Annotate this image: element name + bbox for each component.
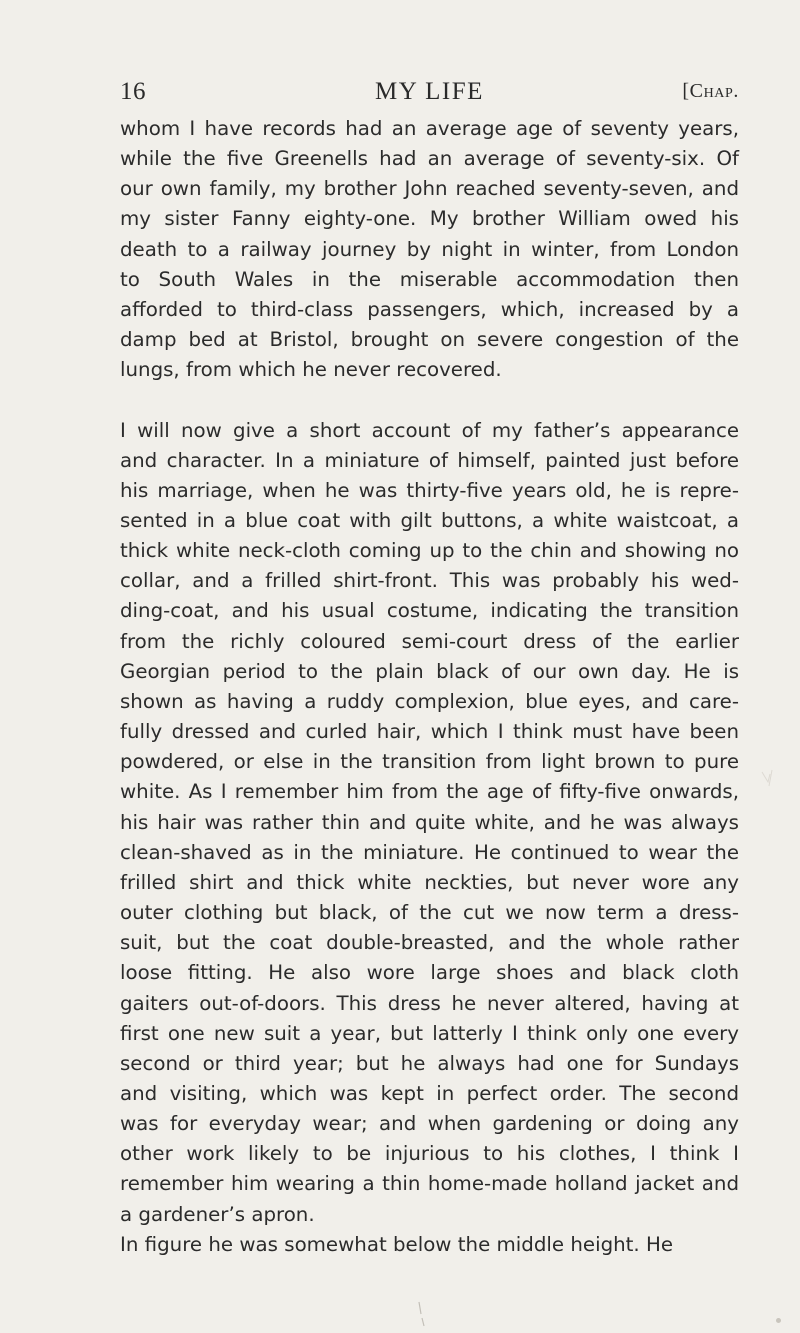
paper-blemish-mark [760,768,778,792]
paper-blemish-mark [416,1300,428,1328]
text-line: outer clothing but black, of the cut we now term a dress- [120,901,739,925]
text-line: first one new suit a year, but latterly I think only one every [120,1021,739,1045]
text-line: thick white neck-cloth coming up to the chin and showing no [120,539,739,563]
text-line: sented in a blue coat with gilt buttons, a white waistcoat, a [120,509,739,533]
paragraph-1 [120,114,739,385]
text-line: damp bed at Bristol, brought on severe congestion of the [120,328,739,352]
text-line: a gardener’s apron. [120,1202,315,1226]
text-line: our own family, my brother John reached seventy-seven, and [120,177,739,201]
text-line: In figure he was somewhat below the middle height. He [120,1232,674,1256]
text-line: remember him wearing a thin home-made holland jacket and [120,1172,739,1196]
text-line: his hair was rather thin and quite white, and he was always [120,810,739,834]
text-line: white. As I remember him from the age of fifty-five onwards, [120,780,739,804]
paragraph-gap [120,385,739,415]
text-line: from the richly coloured semi-court dress of the earlier [120,629,739,653]
text-line: while the five Greenells had an average of seventy-six. Of [120,147,739,171]
page-header [120,78,739,112]
text-line: whom I have records had an average age of seventy years, [120,117,739,140]
text-line: death to a railway journey by night in winter, from London [120,237,739,261]
text-line: to South Wales in the miserable accommodation then [120,267,739,291]
text-line: fully dressed and curled hair, which I think must have been [120,720,739,744]
text-line: collar, and a frilled shirt-front. This was probably his wed- [120,569,739,593]
text-line: other work likely to be injurious to his clothes, I think I [120,1142,739,1166]
text-line: second or third year; but he always had one for Sundays [120,1051,739,1075]
text-line: gaiters out-of-doors. This dress he never altered, having at [120,991,739,1015]
text-line: clean-shaved as in the miniature. He continued to wear the [120,840,739,864]
text-line: afforded to third-class passengers, which, increased by a [120,297,739,321]
text-line: his marriage, when he was thirty-five years old, he is repre- [120,478,739,502]
text-line: and character. In a miniature of himself, painted just before [120,448,739,472]
text-line: loose fitting. He also wore large shoes and black cloth [120,961,739,985]
text-line: lungs, from which he never recovered. [120,358,502,382]
running-title: MY LIFE [375,78,484,105]
text-line: was for everyday wear; and when gardening or doing any [120,1112,739,1136]
text-line: ding-coat, and his usual costume, indicating the transition [120,599,739,623]
text-line: my sister Fanny eighty-one. My brother William owed his [120,207,739,231]
paragraph-2 [120,416,739,1230]
text-line: and visiting, which was kept in perfect order. The second [120,1081,739,1105]
text-line: shown as having a ruddy complexion, blue eyes, and care- [120,689,739,713]
page-number: 16 [120,78,146,105]
text-line: I will now give a short account of my father’s appearance [120,418,739,442]
body-text [120,114,739,1260]
paragraph-3 [120,1230,739,1260]
text-line: suit, but the coat double-breasted, and the whole rather [120,931,739,955]
paper-blemish-dot [776,1318,781,1323]
chapter-mark: [Chap. [682,80,739,102]
text-line: Georgian period to the plain black of our own day. He is [120,659,739,683]
text-line: frilled shirt and thick white neckties, but never wore any [120,870,739,894]
text-line: powdered, or else in the transition from light brown to pure [120,750,739,774]
